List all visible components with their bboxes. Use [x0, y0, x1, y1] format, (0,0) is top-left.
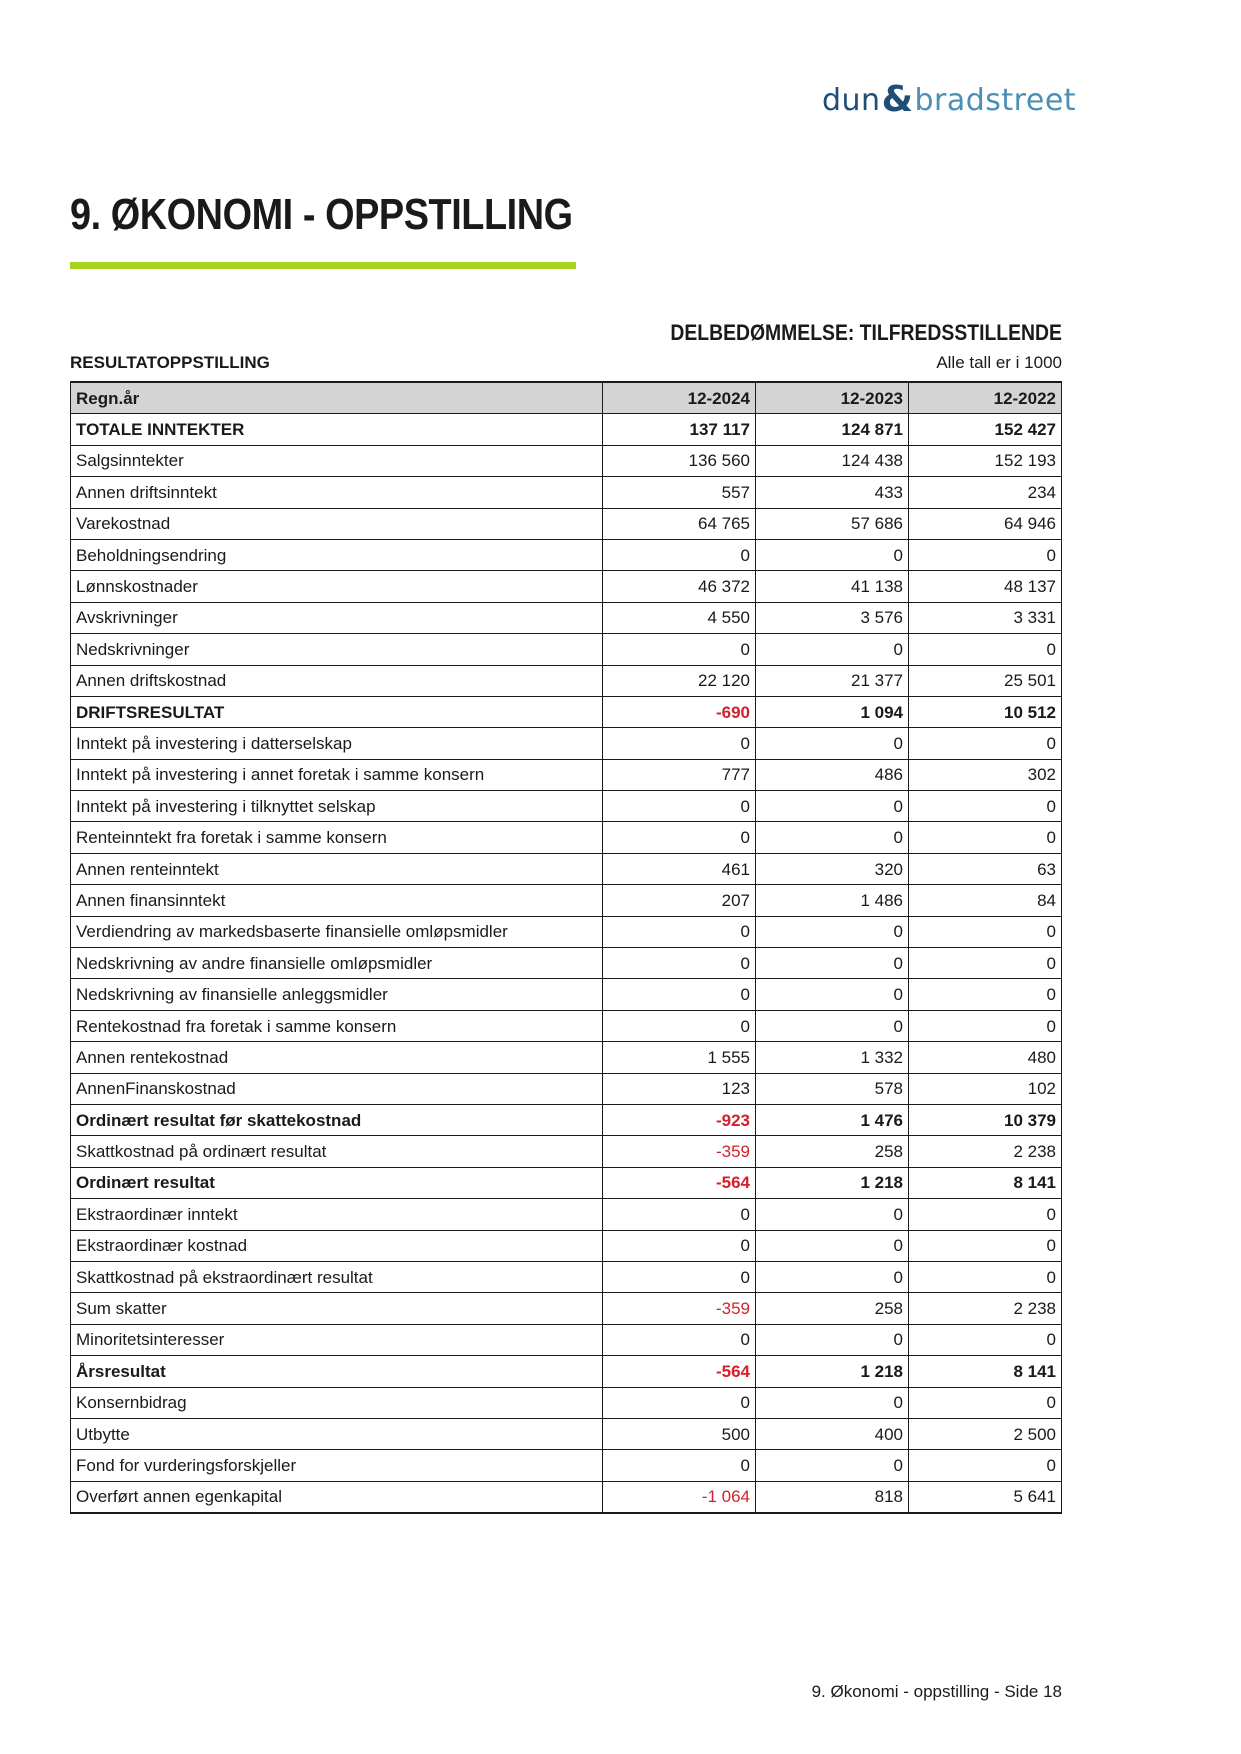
- row-value: 0: [756, 1230, 909, 1261]
- row-value: 5 641: [909, 1481, 1062, 1513]
- row-value: -564: [603, 1167, 756, 1198]
- row-label: Fond for vurderingsforskjeller: [71, 1450, 603, 1481]
- row-label: Skattkostnad på ordinært resultat: [71, 1136, 603, 1167]
- row-value: 302: [909, 759, 1062, 790]
- row-value: -359: [603, 1293, 756, 1324]
- row-value: 0: [603, 634, 756, 665]
- table-row: [71, 1010, 1062, 1041]
- table-row: [71, 728, 1062, 759]
- row-value: 1 476: [756, 1104, 909, 1135]
- row-label: Ordinært resultat: [71, 1167, 603, 1198]
- row-label: Konsernbidrag: [71, 1387, 603, 1418]
- row-value: 400: [756, 1418, 909, 1449]
- row-label: TOTALE INNTEKTER: [71, 414, 603, 445]
- row-value: 0: [756, 728, 909, 759]
- table-row: [71, 885, 1062, 916]
- row-value: 1 555: [603, 1042, 756, 1073]
- row-value: 0: [756, 822, 909, 853]
- table-row: [71, 1261, 1062, 1292]
- logo-text-dun: dun: [822, 83, 881, 118]
- row-value: 818: [756, 1481, 909, 1513]
- table-row: [71, 822, 1062, 853]
- table-row: [71, 1230, 1062, 1261]
- table-row: [71, 1418, 1062, 1449]
- row-value: 0: [756, 1261, 909, 1292]
- table-row: [71, 1136, 1062, 1167]
- column-header-label: Regn.år: [71, 382, 603, 414]
- row-value: 0: [909, 1261, 1062, 1292]
- row-label: Renteinntekt fra foretak i samme konsern: [71, 822, 603, 853]
- row-value: 0: [909, 634, 1062, 665]
- row-value: -564: [603, 1356, 756, 1387]
- row-value: 0: [603, 1450, 756, 1481]
- row-value: 124 871: [756, 414, 909, 445]
- row-value: 0: [603, 539, 756, 570]
- row-value: 10 512: [909, 696, 1062, 727]
- row-value: 3 576: [756, 602, 909, 633]
- table-body: [71, 414, 1062, 1513]
- table-row: [71, 634, 1062, 665]
- row-label: Nedskrivning av finansielle anleggsmidler: [71, 979, 603, 1010]
- row-value: 0: [603, 948, 756, 979]
- row-value: 0: [756, 1199, 909, 1230]
- table-row: [71, 1324, 1062, 1355]
- table-row: [71, 1167, 1062, 1198]
- page-title: 9. ØKONOMI - OPPSTILLING: [70, 190, 573, 239]
- row-value: -923: [603, 1104, 756, 1135]
- row-value: 64 765: [603, 508, 756, 539]
- row-value: 0: [603, 1230, 756, 1261]
- table-row: [71, 1073, 1062, 1104]
- row-value: -1 064: [603, 1481, 756, 1513]
- row-value: 102: [909, 1073, 1062, 1104]
- row-value: 57 686: [756, 508, 909, 539]
- row-value: 0: [909, 948, 1062, 979]
- row-value: 1 218: [756, 1356, 909, 1387]
- table-row: [71, 571, 1062, 602]
- row-value: 0: [603, 822, 756, 853]
- table-row: [71, 1042, 1062, 1073]
- row-label: Inntekt på investering i tilknyttet selskap: [71, 791, 603, 822]
- row-value: 0: [909, 1387, 1062, 1418]
- row-value: 0: [756, 791, 909, 822]
- table-row: [71, 979, 1062, 1010]
- row-value: 0: [909, 791, 1062, 822]
- column-header-2022: 12-2022: [909, 382, 1062, 414]
- row-value: 0: [909, 1450, 1062, 1481]
- table-row: [71, 539, 1062, 570]
- row-label: Verdiendring av markedsbaserte finansielle omløpsmidler: [71, 916, 603, 947]
- row-value: 0: [603, 916, 756, 947]
- row-value: 2 238: [909, 1293, 1062, 1324]
- row-label: AnnenFinanskostnad: [71, 1073, 603, 1104]
- row-label: Annen driftsinntekt: [71, 477, 603, 508]
- income-statement-table: [70, 381, 1062, 1514]
- row-label: DRIFTSRESULTAT: [71, 696, 603, 727]
- row-value: 21 377: [756, 665, 909, 696]
- row-value: 152 193: [909, 445, 1062, 476]
- row-value: 136 560: [603, 445, 756, 476]
- row-label: Rentekostnad fra foretak i samme konsern: [71, 1010, 603, 1041]
- column-header-2024: 12-2024: [603, 382, 756, 414]
- row-value: 0: [756, 539, 909, 570]
- row-value: 1 094: [756, 696, 909, 727]
- table-row: [71, 853, 1062, 884]
- row-value: 8 141: [909, 1167, 1062, 1198]
- rating-heading: DELBEDØMMELSE: TILFREDSSTILLENDE: [670, 320, 1062, 345]
- row-value: 0: [909, 539, 1062, 570]
- row-value: 8 141: [909, 1356, 1062, 1387]
- row-value: 0: [909, 1324, 1062, 1355]
- row-label: Annen finansinntekt: [71, 885, 603, 916]
- row-label: Varekostnad: [71, 508, 603, 539]
- row-value: -359: [603, 1136, 756, 1167]
- row-value: 0: [909, 979, 1062, 1010]
- row-value: 777: [603, 759, 756, 790]
- row-value: 480: [909, 1042, 1062, 1073]
- row-label: Utbytte: [71, 1418, 603, 1449]
- table-row: [71, 508, 1062, 539]
- row-label: Beholdningsendring: [71, 539, 603, 570]
- row-label: Ekstraordinær kostnad: [71, 1230, 603, 1261]
- row-label: Årsresultat: [71, 1356, 603, 1387]
- row-value: 0: [756, 1324, 909, 1355]
- row-value: 46 372: [603, 571, 756, 602]
- table-row: [71, 414, 1062, 445]
- row-value: 84: [909, 885, 1062, 916]
- row-label: Ekstraordinær inntekt: [71, 1199, 603, 1230]
- row-value: 0: [909, 1010, 1062, 1041]
- logo-ampersand-icon: &: [881, 79, 914, 120]
- row-value: 0: [909, 916, 1062, 947]
- row-value: 578: [756, 1073, 909, 1104]
- table-row: [71, 665, 1062, 696]
- row-value: 1 218: [756, 1167, 909, 1198]
- title-accent-bar: [70, 262, 576, 269]
- row-value: 0: [756, 1450, 909, 1481]
- row-label: Annen renteinntekt: [71, 853, 603, 884]
- row-label: Salgsinntekter: [71, 445, 603, 476]
- row-label: Lønnskostnader: [71, 571, 603, 602]
- table-row: [71, 445, 1062, 476]
- row-label: Sum skatter: [71, 1293, 603, 1324]
- table-row: [71, 1387, 1062, 1418]
- row-value: 0: [909, 1230, 1062, 1261]
- row-value: 0: [603, 1387, 756, 1418]
- table-row: [71, 1199, 1062, 1230]
- table-row: [71, 602, 1062, 633]
- row-value: 4 550: [603, 602, 756, 633]
- row-value: 0: [909, 822, 1062, 853]
- table-row: [71, 916, 1062, 947]
- row-value: 41 138: [756, 571, 909, 602]
- row-label: Nedskrivning av andre finansielle omløpsmidler: [71, 948, 603, 979]
- row-value: 0: [756, 916, 909, 947]
- row-value: 63: [909, 853, 1062, 884]
- row-label: Inntekt på investering i annet foretak i samme konsern: [71, 759, 603, 790]
- row-value: 1 486: [756, 885, 909, 916]
- row-label: Overført annen egenkapital: [71, 1481, 603, 1513]
- table-row: [71, 1104, 1062, 1135]
- row-value: 10 379: [909, 1104, 1062, 1135]
- logo-text-bradstreet: bradstreet: [914, 83, 1077, 118]
- row-value: 2 500: [909, 1418, 1062, 1449]
- table-row: [71, 1293, 1062, 1324]
- table-row: [71, 1450, 1062, 1481]
- row-value: 486: [756, 759, 909, 790]
- units-note: Alle tall er i 1000: [936, 353, 1062, 372]
- table-row: [71, 1481, 1062, 1513]
- row-value: 0: [756, 1387, 909, 1418]
- row-value: 557: [603, 477, 756, 508]
- table-row: [71, 477, 1062, 508]
- row-value: 258: [756, 1293, 909, 1324]
- row-label: Skattkostnad på ekstraordinært resultat: [71, 1261, 603, 1292]
- row-value: 123: [603, 1073, 756, 1104]
- page-footer: 9. Økonomi - oppstilling - Side 18: [811, 1682, 1062, 1701]
- row-label: Minoritetsinteresser: [71, 1324, 603, 1355]
- row-value: 2 238: [909, 1136, 1062, 1167]
- row-value: 461: [603, 853, 756, 884]
- table-row: [71, 948, 1062, 979]
- row-value: -690: [603, 696, 756, 727]
- row-value: 0: [603, 1010, 756, 1041]
- row-value: 0: [756, 634, 909, 665]
- row-label: Inntekt på investering i datterselskap: [71, 728, 603, 759]
- row-value: 1 332: [756, 1042, 909, 1073]
- row-label: Nedskrivninger: [71, 634, 603, 665]
- row-value: 0: [909, 728, 1062, 759]
- row-label: Ordinært resultat før skattekostnad: [71, 1104, 603, 1135]
- row-value: 48 137: [909, 571, 1062, 602]
- row-value: 500: [603, 1418, 756, 1449]
- row-value: 3 331: [909, 602, 1062, 633]
- row-value: 0: [603, 1324, 756, 1355]
- row-value: 0: [603, 1261, 756, 1292]
- row-value: 137 117: [603, 414, 756, 445]
- table-row: [71, 696, 1062, 727]
- table-row: [71, 1356, 1062, 1387]
- row-value: 0: [756, 1010, 909, 1041]
- row-value: 0: [603, 979, 756, 1010]
- row-value: 0: [603, 1199, 756, 1230]
- row-value: 25 501: [909, 665, 1062, 696]
- table-row: [71, 791, 1062, 822]
- row-value: 0: [756, 948, 909, 979]
- row-label: Avskrivninger: [71, 602, 603, 633]
- table-header-row: [71, 382, 1062, 414]
- row-label: Annen driftskostnad: [71, 665, 603, 696]
- row-value: 0: [756, 979, 909, 1010]
- row-value: 22 120: [603, 665, 756, 696]
- row-value: 0: [909, 1199, 1062, 1230]
- row-value: 0: [603, 791, 756, 822]
- row-value: 64 946: [909, 508, 1062, 539]
- row-value: 124 438: [756, 445, 909, 476]
- dun-bradstreet-logo: [822, 80, 1076, 121]
- table-row: [71, 759, 1062, 790]
- row-value: 433: [756, 477, 909, 508]
- row-value: 152 427: [909, 414, 1062, 445]
- column-header-2023: 12-2023: [756, 382, 909, 414]
- row-value: 207: [603, 885, 756, 916]
- row-value: 320: [756, 853, 909, 884]
- section-label: RESULTATOPPSTILLING: [70, 353, 270, 372]
- row-value: 258: [756, 1136, 909, 1167]
- row-value: 234: [909, 477, 1062, 508]
- row-value: 0: [603, 728, 756, 759]
- row-label: Annen rentekostnad: [71, 1042, 603, 1073]
